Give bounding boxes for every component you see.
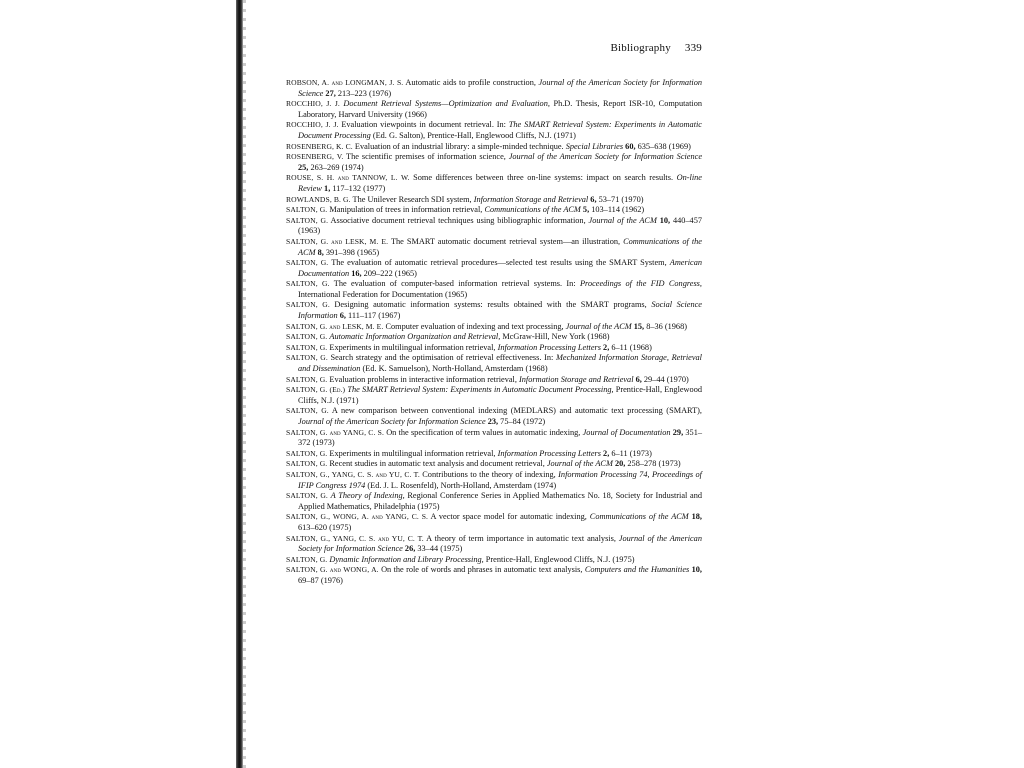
entry-author: SALTON, G., WONG, A. and YANG, C. S. (286, 512, 429, 522)
entry-author: ROSENBERG, K. C. (286, 141, 353, 151)
entry-volume: 1, (321, 183, 331, 193)
entry-author: SALTON, G. and WONG, A. (286, 565, 379, 575)
entry-details: International Federation for Documentation (1965) (298, 289, 468, 299)
entry-details: (Ed. K. Samuelson), North-Holland, Amsterdam (1968) (360, 364, 548, 374)
entry-details: 6–11 (1973) (609, 448, 652, 458)
entry-volume: 6, (588, 194, 597, 204)
entry-details: 69–87 (1976) (298, 575, 343, 585)
entry-source-title: The SMART Retrieval System: Experiments in Automatic Document Processing (298, 120, 702, 140)
entry-source-title: Mechanized Information Storage, Retrieval and Dissemination (298, 353, 702, 374)
bibliography-entry (286, 565, 702, 586)
bibliography-entry (286, 470, 702, 491)
entry-details: 111–117 (1967) (345, 311, 401, 321)
entry-text: Associative document retrieval techniques using bibliographic information, (328, 215, 589, 225)
bibliography-entry (286, 375, 702, 386)
entry-text: Designing automatic information systems: results obtained with the SMART programs, (329, 300, 652, 310)
entry-author: SALTON, G. (286, 448, 328, 458)
entry-details: 213–223 (1976) (335, 88, 392, 98)
entry-text: Recent studies in automatic text analysis and document retrieval, (327, 459, 547, 469)
entry-volume: 26, (402, 544, 416, 554)
entry-author: SALTON, G. (Ed.) (286, 385, 346, 395)
bibliography-entry (286, 428, 702, 449)
entry-source-title: Journal of Documentation (582, 427, 671, 437)
entry-details: 75–84 (1972) (498, 417, 546, 426)
entry-details: Prentice-Hall, Englewood Cliffs, N.J. (1975) (483, 554, 635, 564)
entry-source-title: Journal of the ACM (565, 321, 632, 331)
entry-source-title: Special Libraries (565, 141, 624, 151)
entry-source-title: Journal of the ACM (588, 215, 657, 225)
entry-text: Search strategy and the optimisation of retrieval effectiveness. In: (327, 353, 556, 363)
entry-source-title: Document Retrieval Systems—Optimization and Evaluation, (343, 99, 550, 109)
entry-source-title: Dynamic Information and Library Processing, (329, 554, 484, 564)
bibliography-entry (286, 406, 702, 427)
entry-author: SALTON, G. (286, 374, 328, 384)
entry-text: The Unilever Research SDI system, (350, 194, 474, 204)
bibliography-entry (286, 449, 702, 460)
entry-source-title: Journal of the American Society for Information Science (508, 152, 702, 162)
entry-author: SALTON, G. (286, 554, 328, 564)
entry-text: Some differences between three on-line systems: impact on search results. (409, 173, 677, 183)
entry-details: 6–11 (1968) (609, 342, 652, 352)
entry-source-title: Communications of the ACM (298, 236, 702, 257)
entry-volume: 5, (580, 205, 590, 215)
entry-source-title: Information Processing Letters (497, 342, 601, 352)
bibliography-entry (286, 534, 702, 555)
entry-volume: 6, (633, 374, 642, 384)
entry-details: 391–398 (1965) (323, 247, 380, 257)
entry-volume: 60, (623, 141, 636, 151)
entry-details: 53–71 (1970) (596, 194, 644, 204)
bibliography-entry (286, 195, 702, 206)
entry-source-title: Journal of the American Society for Information Science (298, 417, 486, 426)
bibliography-entry (286, 300, 702, 321)
bibliography-entry (286, 173, 702, 194)
entry-source-title: Information Processing 74, Proceedings of IFIP Congress 1974 (298, 469, 702, 490)
entry-details: 440–457 (1963) (298, 215, 702, 236)
entry-author: SALTON, G. (286, 279, 330, 289)
entry-details: 263–269 (1974) (308, 162, 364, 172)
bibliography-entry (286, 78, 702, 99)
entry-text: The scientific premises of information science, (343, 152, 509, 162)
bibliography-entry (286, 258, 702, 279)
bibliography-entry (286, 332, 702, 343)
entry-author: SALTON, G. and YANG, C. S. (286, 427, 384, 437)
bibliography-entry (286, 152, 702, 173)
entry-details: McGraw-Hill, New York (1968) (500, 332, 610, 342)
entry-author: SALTON, G. (286, 215, 329, 225)
entry-text: Computer evaluation of indexing and text processing, (383, 321, 566, 331)
entry-source-title: Information Storage and Retrieval (473, 194, 589, 204)
entry-volume: 8, (315, 247, 324, 257)
entry-text: A vector space model for automatic indexing, (428, 512, 590, 522)
running-header (540, 42, 702, 54)
entry-details: 209–222 (1965) (361, 268, 417, 278)
entry-text: Contributions to the theory of indexing, (419, 469, 559, 479)
entry-author: SALTON, G. (286, 353, 328, 363)
entry-author: SALTON, G. and LESK, M. E. (286, 321, 384, 331)
bibliography-entry (286, 216, 702, 237)
entry-details: 635–638 (1969) (635, 141, 691, 151)
entry-text: Evaluation problems in interactive information retrieval, (327, 374, 519, 384)
bibliography-entry (286, 555, 702, 566)
entry-source-title: Communications of the ACM (484, 205, 581, 215)
entry-volume: 10, (689, 565, 702, 575)
entry-author: SALTON, G. (286, 258, 329, 268)
bibliography-entry (286, 512, 702, 533)
entry-source-title: Journal of the American Society for Information Science (298, 78, 702, 98)
entry-details: 258–278 (1973) (625, 459, 681, 469)
entry-source-title: Communications of the ACM (589, 512, 689, 522)
entry-details: (Ed. G. Salton), Prentice-Hall, Englewood Cliffs, N.J. (1971) (370, 130, 576, 140)
entry-author: ROSENBERG, V. (286, 152, 344, 162)
entry-source-title: A Theory of Indexing, (330, 491, 405, 501)
entry-text: Evaluation of an industrial library: a simple-minded technique. (352, 141, 566, 151)
entry-source-title: On-line Review (298, 173, 702, 193)
entry-volume: 23, (485, 417, 499, 426)
bibliography-entry (286, 142, 702, 153)
entry-details: 613–620 (1975) (298, 522, 352, 532)
entry-text: Manipulation of trees in information retrieval, (327, 205, 485, 215)
entry-author: SALTON, G. (286, 459, 328, 469)
entry-source-title: Computers and the Humanities (584, 565, 690, 575)
entry-text: On the specification of term values in automatic indexing, (383, 427, 583, 437)
entry-details: 351–372 (1973) (298, 427, 702, 448)
entry-author: SALTON, G., YANG, C. S. and YU, C. T. (286, 533, 424, 543)
entry-details: 117–132 (1977) (330, 183, 386, 193)
entry-details: Prentice-Hall, Englewood Cliffs, N.J. (1971) (298, 385, 702, 405)
bibliography-entry (286, 491, 702, 512)
entry-author: SALTON, G. and LESK, M. E. (286, 236, 389, 246)
entry-author: ROCCHIO, J. J. (286, 120, 339, 130)
bibliography-entry (286, 343, 702, 354)
entry-volume: 2, (600, 448, 610, 458)
entry-source-title: Journal of the ACM (546, 459, 613, 469)
entry-source-title: Information Storage and Retrieval (518, 374, 634, 384)
entry-volume: 18, (688, 512, 702, 522)
entry-text: The evaluation of automatic retrieval procedures—selected test results using the SMART System, (328, 258, 670, 268)
bibliography-entry (286, 120, 702, 141)
entry-source-title: Automatic Information Organization and Retrieval, (329, 332, 501, 342)
entry-details: 8–36 (1968) (644, 321, 687, 331)
entry-author: SALTON, G. (286, 342, 328, 352)
entry-text: Experiments in multilingual information retrieval, (327, 448, 498, 458)
entry-volume: 16, (349, 268, 362, 278)
entry-source-title: Information Processing Letters (497, 448, 601, 458)
bibliography-entry (286, 205, 702, 216)
bibliography-entry (286, 237, 702, 258)
entry-details: Regional Conference Series in Applied Mathematics No. 18, Society for Industrial and Applied Mathematics, Philadelphia (1975) (298, 491, 702, 511)
entry-source-title: The SMART Retrieval System: Experiments in Automatic Document Processing, (347, 385, 614, 395)
entry-text: The SMART automatic document retrieval system—an illustration, (388, 236, 624, 246)
bibliography-entry (286, 322, 702, 333)
entry-text: Evaluation viewpoints in document retrieval. In: (338, 120, 509, 130)
entry-author: SALTON, G. (286, 205, 328, 215)
entry-volume: 27, (323, 88, 336, 98)
bibliography-list (286, 78, 702, 587)
bibliography-entry (286, 459, 702, 470)
entry-volume: 29, (670, 427, 684, 437)
entry-volume: 2, (600, 342, 610, 352)
entry-volume: 6, (337, 311, 346, 321)
header-title: Bibliography (610, 42, 671, 54)
entry-text: On the role of words and phrases in automatic text analysis, (378, 565, 585, 575)
entry-author: ROBSON, A. and LONGMAN, J. S. (286, 78, 404, 87)
entry-text: A new comparison between conventional indexing (MEDLARS) and automatic text processing (SMART), (328, 406, 702, 416)
entry-details: 33–44 (1975) (415, 544, 463, 554)
entry-volume: 25, (298, 162, 309, 172)
entry-volume: 15, (631, 321, 645, 331)
scan-binding-edge (236, 0, 243, 768)
bibliography-entry (286, 385, 702, 406)
entry-source-title: Journal of the American Society for Information Science (298, 533, 702, 554)
entry-volume: 20, (612, 459, 626, 469)
entry-source-title: Social Science Information (298, 300, 702, 321)
entry-text: A theory of term importance in automatic text analysis, (423, 533, 619, 543)
entry-author: SALTON, G., YANG, C. S. and YU, C. T. (286, 469, 420, 479)
entry-details: 103–114 (1962) (589, 205, 645, 215)
bibliography-entry (286, 353, 702, 374)
entry-source-title: Proceedings of the FID Congress, (579, 279, 702, 289)
entry-text: Automatic aids to profile construction, (403, 78, 539, 87)
entry-author: ROUSE, S. H. and TANNOW, L. W. (286, 173, 410, 183)
entry-text: The evaluation of computer-based information retrieval systems. In: (329, 279, 580, 289)
page-number: 339 (684, 42, 702, 54)
entry-author: SALTON, G. (286, 300, 330, 310)
entry-text: Experiments in multilingual information retrieval, (327, 342, 498, 352)
bibliography-entry (286, 99, 702, 120)
bibliography-entry (286, 279, 702, 300)
entry-details: 29–44 (1970) (641, 374, 689, 384)
entry-author: SALTON, G. (286, 406, 329, 416)
entry-details: (Ed. J. L. Rosenfeld), North-Holland, Amsterdam (1974) (365, 480, 557, 490)
entry-author: SALTON, G. (286, 491, 328, 501)
entry-author: ROCCHIO, J. J. (286, 99, 340, 109)
entry-details: Ph.D. Thesis, Report ISR-10, Computation Laboratory, Harvard University (1966) (298, 99, 702, 119)
entry-volume: 10, (656, 215, 671, 225)
entry-author: ROWLANDS, B. G. (286, 194, 351, 204)
entry-source-title: American Documentation (298, 258, 703, 278)
entry-author: SALTON, G. (286, 332, 328, 342)
